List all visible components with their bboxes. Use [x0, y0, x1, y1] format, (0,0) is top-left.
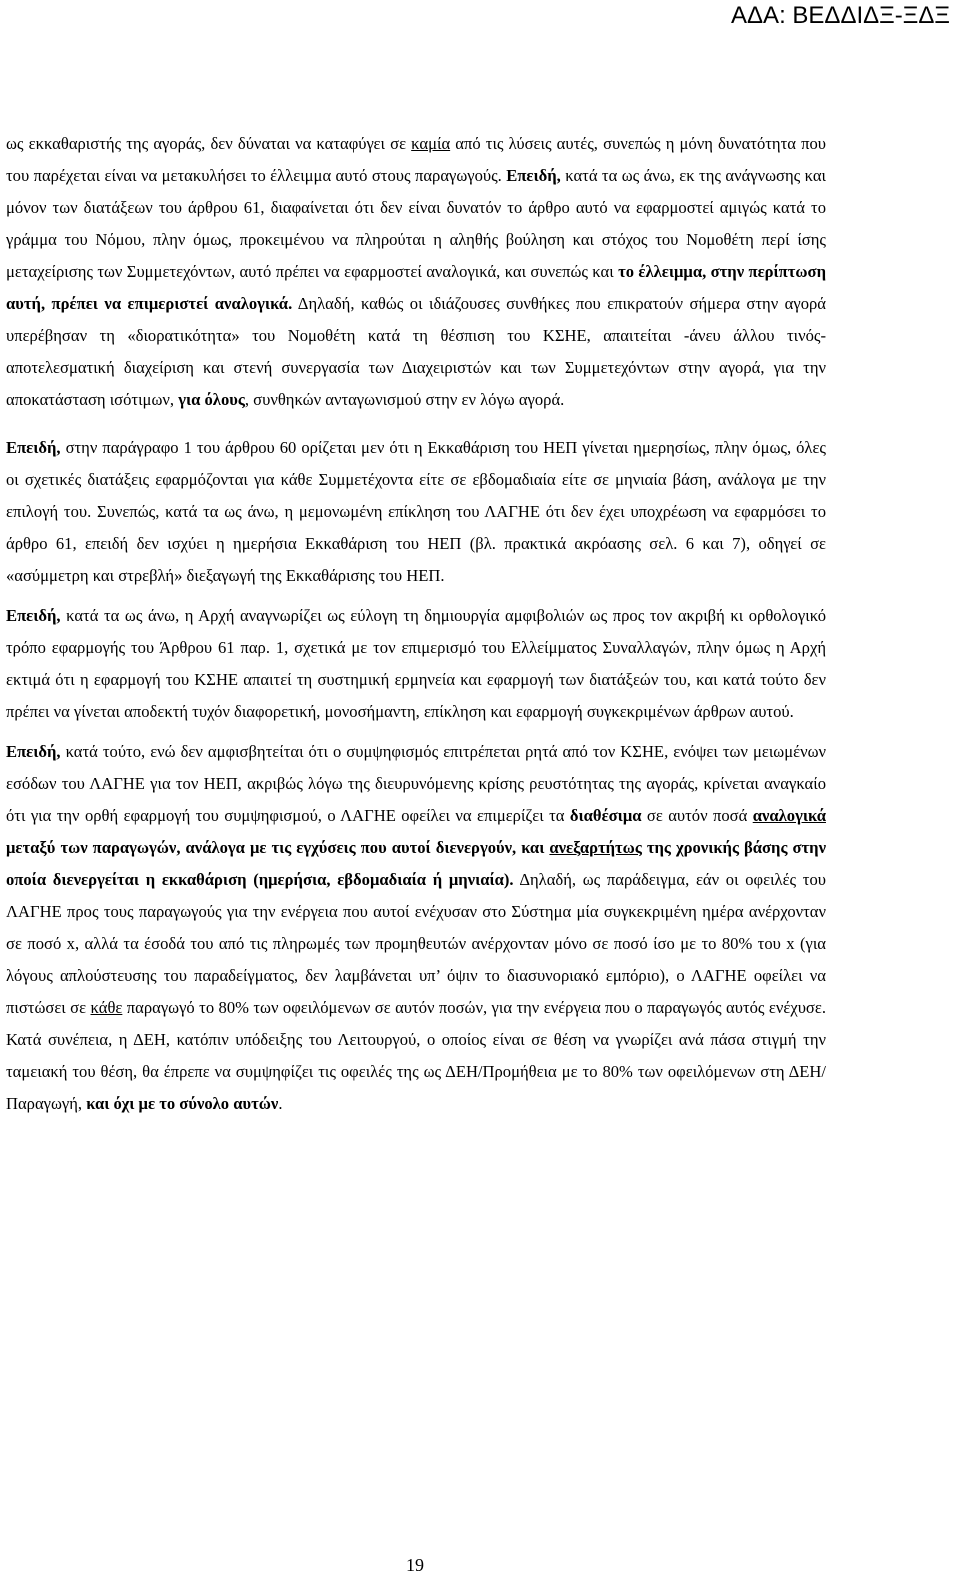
page-number: 19 — [406, 1555, 424, 1575]
text-segment: το έλλειμμα, στην περίπτωση αυτή, πρέπει να επιμεριστεί αναλογικά. — [6, 262, 827, 313]
text-segment: και όχι με το σύνολο αυτών — [86, 1094, 279, 1113]
paragraph-4 — [6, 736, 826, 1120]
text-segment: αναλογικά — [752, 806, 826, 825]
text-segment: Επειδή, — [6, 606, 61, 625]
text-segment: Επειδή, — [506, 166, 561, 185]
text-segment: μεταξύ των παραγωγών, ανάλογα με τις εγχύσεις που αυτοί διενεργούν, και — [6, 838, 550, 857]
text-segment: στην παράγραφο 1 του άρθρου 60 ορίζεται μεν ότι η Εκκαθάριση του ΗΕΠ γίνεται ημερησίως, πλην όμως, όλες οι σχετικές διατάξεις εφαρμόζονται για κάθε Συμμετέχοντα είτε σε εβδομαδιαία είτε σε μηνιαία βάση, ανάλογα με την επιλογή του. Συνεπώς, κατά τα ως άνω, η μεμονωμένη επίκληση του ΛΑΓΗΕ ότι δεν έχει υποχρέωση να εφαρμόσει το άρθρο 61, επειδή δεν ισχύει η ημερήσια Εκκαθάριση του ΗΕΠ (βλ. πρακτικά ακρόασης σελ. 6 και 7), οδηγεί σε «ασύμμετρη και στρεβλή» διεξαγωγή της Εκκαθάρισης του ΗΕΠ. — [6, 438, 826, 585]
paragraph-1 — [6, 128, 826, 416]
text-segment: Επειδή, — [6, 742, 61, 761]
text-segment: ως εκκαθαριστής της αγοράς, δεν δύναται να καταφύγει σε — [6, 134, 412, 153]
text-segment: καμία — [411, 134, 451, 153]
text-segment: , συνθηκών ανταγωνισμού στην εν λόγω αγορά. — [244, 390, 565, 409]
text-segment: παραγωγό το 80% των οφειλόμενων σε αυτόν ποσών, για την ενέργεια που ο παραγωγός αυτός ενέχυσε. Κατά συνέπεια, η ΔΕΗ, κατόπιν υπόδειξης του Λειτουργού, ο οποίος είναι σε θέση να γνωρίζει ανά πάσα στιγμή την ταμειακή του θέση, θα έπρεπε να συμψηφίζει τις οφειλές της ως ΔΕΗ/Προμήθεια με το 80% των οφειλόμενων στη ΔΕΗ/Παραγωγή, — [6, 998, 826, 1113]
document-body — [6, 128, 826, 1120]
paragraph-2 — [6, 432, 826, 592]
paragraph-3 — [6, 600, 826, 728]
text-segment: διαθέσιμα — [569, 806, 642, 825]
text-segment: κατά τα ως άνω, εκ της ανάγνωσης και μόνον των διατάξεων του άρθρου 61, διαφαίνεται ότι δεν είναι δυνατόν το άρθρο αυτό να εφαρμοστεί αμιγώς κατά το γράμμα του Νόμου, πλην όμως, προκειμένου να πληρούται η αληθής βούληση και στόχος του Νομοθέτη περί ίσης μεταχείρισης των Συμμετεχόντων, αυτό πρέπει να εφαρμοστεί αναλογικά, και συνεπώς και — [6, 166, 827, 281]
text-segment: Επειδή, — [6, 438, 61, 457]
text-segment: κατά τα ως άνω, η Αρχή αναγνωρίζει ως εύλογη τη δημιουργία αμφιβολιών ως προς τον ακριβή κι ορθολογικό τρόπο εφαρμογής του Άρθρου 61 παρ. 1, σχετικά με τον επιμερισμό του Ελλείμματος Συναλλαγών, πλην όμως η Αρχή εκτιμά ότι η εφαρμογή του ΚΣΗΕ απαιτεί τη συστημική ερμηνεία και εφαρμογή των διατάξεών του, και κατά τούτο δεν πρέπει να γίνεται αποδεκτή τυχόν διαφορετική, μονοσήμαντη, επίκληση και εφαρμογή συγκεκριμένων άρθρων αυτού. — [6, 606, 826, 721]
text-segment: Δηλαδή, ως παράδειγμα, εάν οι οφειλές του ΛΑΓΗΕ προς τους παραγωγούς για την ενέργεια που αυτοί ενέχυσαν στο Σύστημα μία συγκεκριμένη ημέρα ανέρχονταν σε ποσό x, αλλά τα έσοδά του από τις πληρωμές των προμηθευτών ανέρχονταν μόνο σε ποσό ίσο με το 80% του x (για λόγους απλούστευσης του παραδείγματος, δεν λαμβάνεται υπ’ όψιν το διασυνοριακό εμπόριο), ο ΛΑΓΗΕ οφείλει να πιστώσει σε — [6, 870, 826, 1017]
text-segment: της χρονικής βάσης στην οποία διενεργείται η εκκαθάριση (ημερήσια, εβδομαδιαία ή μηνιαία). — [6, 838, 826, 889]
text-segment: . — [278, 1094, 283, 1113]
text-segment: κάθε — [90, 998, 123, 1017]
text-segment: σε αυτόν ποσά — [641, 806, 753, 825]
document-header-code: ΑΔΑ: ΒΕΔΔΙΔΞ-ΞΔΞ — [731, 2, 950, 29]
text-segment: ανεξαρτήτως — [549, 838, 642, 857]
text-segment: Δηλαδή, καθώς οι ιδιάζουσες συνθήκες που επικρατούν σήμερα στην αγορά υπερέβησαν τη «διορατικότητα» του Νομοθέτη κατά τη θέσπιση του ΚΣΗΕ, απαιτείται -άνευ άλλου τινός- αποτελεσματική διαχείριση και στενή συνεργασία των Διαχειριστών και των Συμμετεχόντων στην αγορά, για την αποκατάσταση ισότιμων, — [6, 294, 826, 409]
text-segment: από τις λύσεις αυτές, συνεπώς η μόνη δυνατότητα που του παρέχεται είναι να μετακυλήσει το έλλειμμα αυτό στους παραγωγούς. — [6, 134, 826, 185]
text-segment: κατά τούτο, ενώ δεν αμφισβητείται ότι ο συμψηφισμός επιτρέπεται ρητά από τον ΚΣΗΕ, ενόψει των μειωμένων εσόδων του ΛΑΓΗΕ για τον ΗΕΠ, ακριβώς λόγω της διευρυνόμενης κρίσης ρευστότητας της αγοράς, κρίνεται αναγκαίο ότι για την ορθή εφαρμογή του συμψηφισμού, ο ΛΑΓΗΕ οφείλει να επιμερίζει τα — [6, 742, 826, 825]
text-segment: για όλους — [178, 390, 245, 409]
